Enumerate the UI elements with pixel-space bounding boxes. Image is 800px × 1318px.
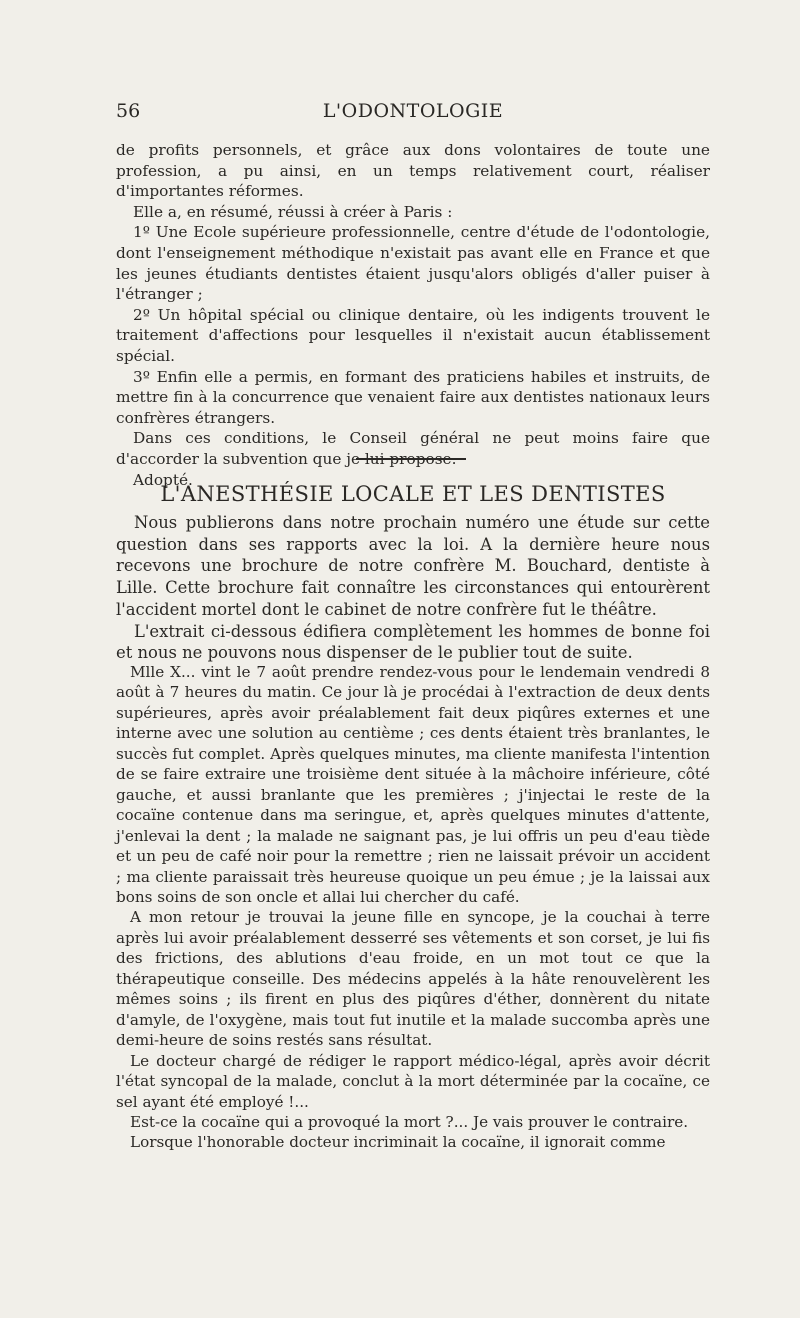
paragraph: de profits personnels, et grâce aux dons volontaires de toute une profession, a pu ainsi, en un temps relativement court, réaliser d'importantes réformes. [116, 141, 710, 201]
paragraph: Nous publierons dans notre prochain numéro une étude sur cette question dans ses rapports avec la loi. A la dernière heure nous recevons une brochure de notre confrère M. Bouchard, dentiste à Lille. Cette brochure fait connaître les circonstances qui entourèrent l'accident mortel dont le cabinet de notre confrère fut le théâtre. [116, 513, 710, 619]
council-report-conclusion [116, 140, 710, 490]
paragraph: 2º Un hôpital spécial ou clinique dentaire, où les indigents trouvent le traitement d'affections pour lesquelles il n'existait aucun établissement spécial. [116, 305, 710, 365]
paragraph: Elle a, en résumé, réussi à créer à Paris : [133, 202, 453, 221]
paragraph: A mon retour je trouvai la jeune fille en syncope, je la couchai à terre après lui avoir préalablement desserré ses vêtements et son corset, je lui fis des frictions, des ablutions d'eau froide, en un mot tout ce que la thérapeutique conseille. Des médecins appelés à la hâte renouvelèrent les mêmes soins ; ils firent en plus des piqûres d'éther, donnèrent du nitate d'amyle, de l'oxygène, mais tout fut inutile et la malade succomba après une demi-heure de soins restés sans résultat. [116, 908, 710, 1050]
paragraph: Est-ce la cocaïne qui a provoqué la mort ?... Je vais prouver le contraire. [130, 1112, 689, 1131]
page-number: 56 [116, 100, 141, 122]
running-title: L'ODONTOLOGIE [322, 100, 504, 122]
article-title: L'ANESTHÉSIE LOCALE ET LES DENTISTES [160, 482, 666, 506]
paragraph: Dans ces conditions, le Conseil général ne peut moins faire que d'accorder la subvention que je lui propose. [116, 429, 710, 468]
paragraph: Le docteur chargé de rédiger le rapport médico-légal, après avoir décrit l'état syncopal de la malade, conclut à la mort déterminée par la cocaïne, ce sel ayant été employé !... [116, 1051, 710, 1111]
paragraph: 3º Enfin elle a permis, en formant des praticiens habiles et instruits, de mettre fin à la concurrence que venaient faire aux dentistes nationaux leurs confrères étrangers. [116, 367, 710, 427]
paragraph: L'extrait ci-dessous édifiera complètement les hommes de bonne foi et nous ne pouvons nous dispenser de le publier tout de suite. [116, 621, 710, 663]
article-extract [116, 662, 710, 1153]
paragraph: Lorsque l'honorable docteur incriminait la cocaïne, il ignorait comme [130, 1133, 666, 1152]
paragraph: Mlle X... vint le 7 août prendre rendez-vous pour le lendemain vendredi 8 août à 7 heures du matin. Ce jour là je procédai à l'extraction de deux dents supérieures, après avoir préalablement fait deux piqûres externes et une interne avec une solution au centième ; ces dents étaient très branlantes, le succès fut complet. Après quelques minutes, ma cliente manifesta l'intention de se faire extraire une troisième dent située à la mâchoire inférieure, côté gauche, et aussi branlante que les premières ; j'injectai le reste de la cocaïne contenue dans ma seringue, et, après quelques minutes d'attente, j'enlevai la dent ; la malade ne saignant pas, je lui offris un peu d'eau tiède et un peu de café noir pour la remettre ; rien ne laissait prévoir un accident ; ma cliente paraissait très heureuse quoique un peu émue ; je la laissai aux bons soins de son oncle et allai lui chercher du café. [116, 663, 710, 906]
page-header [116, 100, 710, 130]
paragraph: Adopté. [133, 470, 193, 489]
paragraph: 1º Une Ecole supérieure professionnelle, centre d'étude de l'odontologie, dont l'enseignement méthodique n'existait pas avant elle en France et que les jeunes étudiants dentistes étaient jusqu'alors obligés d'aller puiser à l'étranger ; [116, 223, 710, 304]
article-intro [116, 512, 710, 664]
section-divider [356, 458, 466, 460]
